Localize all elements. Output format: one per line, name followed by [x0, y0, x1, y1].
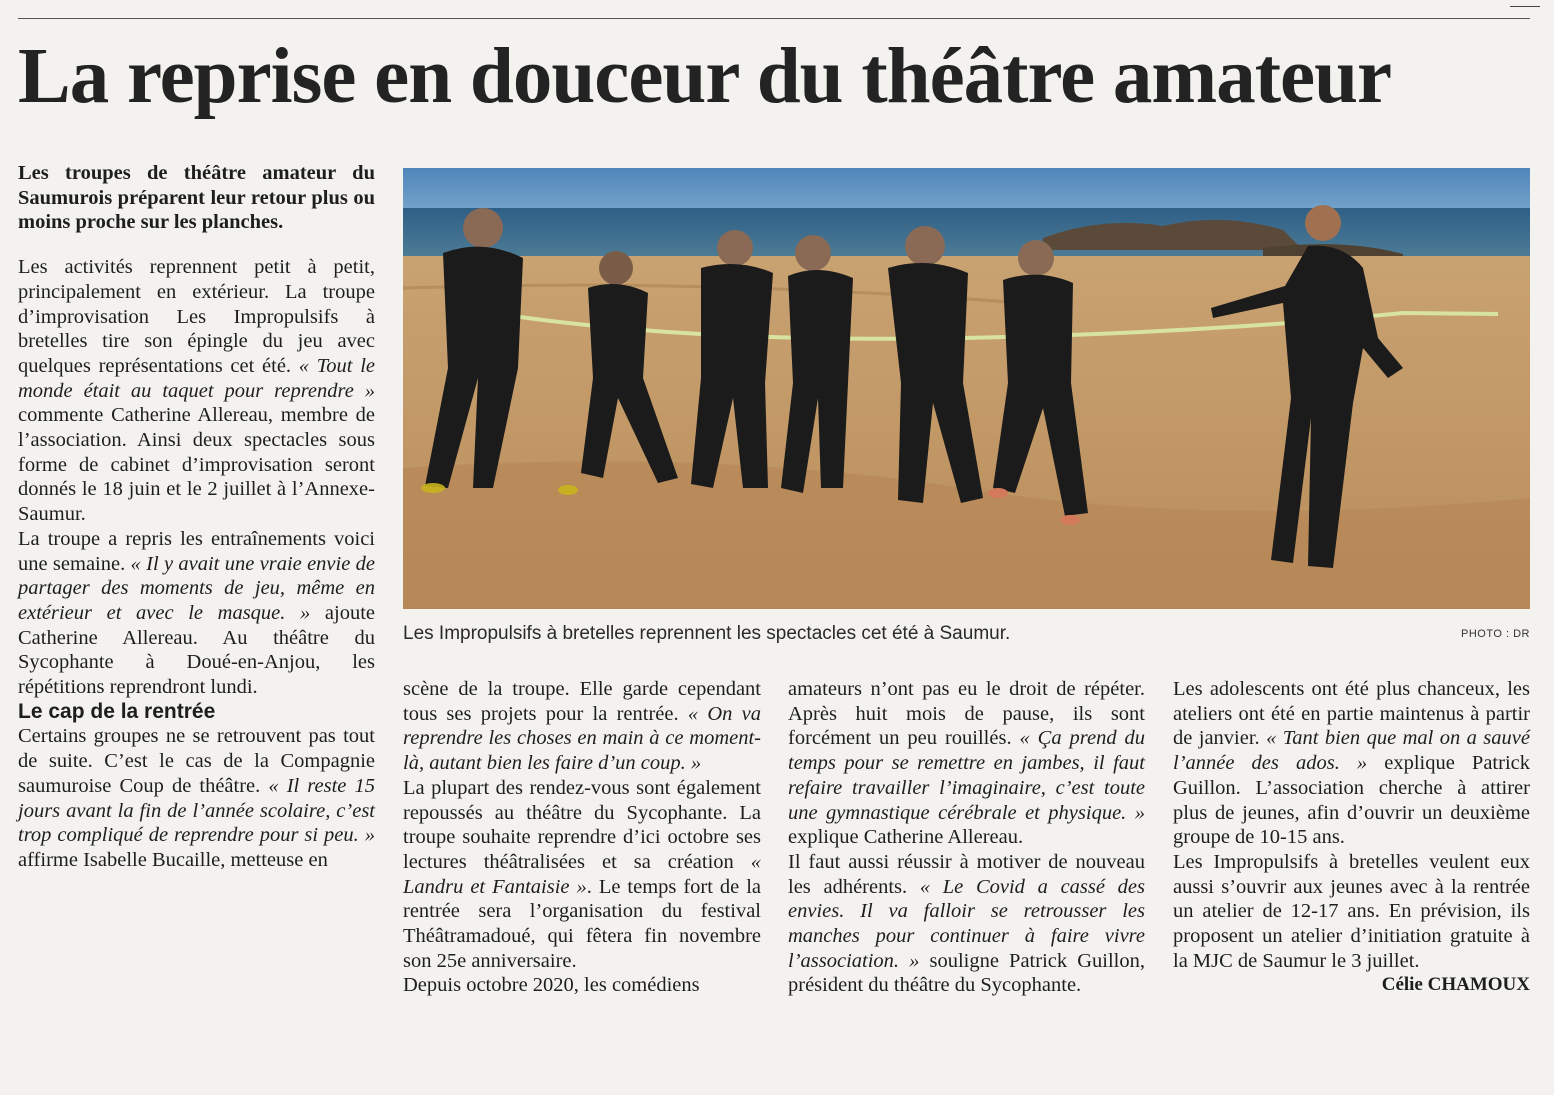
author-signature: Célie CHAMOUX	[1381, 974, 1530, 996]
paragraph: La troupe a repris les entraînements voici une semaine. « Il y avait une vraie envie de partager des moments de jeu, même en extérieur et avec le masque. » ajoute Catherine Allereau. Au théâtre du Sycophante à Doué-en-Anjou, les répétitions reprendront lundi.	[18, 527, 375, 699]
paragraph: Les adolescents ont été plus chanceux, les ateliers ont été en partie maintenus à partir de janvier. « Tant bien que mal on a sauvé l’année des ados. » explique Patrick Guillon. L’association cherche à attirer plus de jeunes, afin d’ouvrir un deuxième groupe de 10-15 ans.	[1173, 678, 1531, 849]
paragraph: amateurs n’ont pas eu le droit de répéter. Après huit mois de pause, ils sont forcément un peu rouillés. « Ça prend du temps pour se remettre en jambes, il faut refaire travailler l’imaginaire, c’est toute une gymnastique cérébrale et physique. » explique Catherine Allereau.	[788, 678, 1145, 849]
top-rule	[18, 18, 1530, 19]
column-3	[788, 677, 1145, 998]
paragraph: Les activités reprennent petit à petit, principalement en extérieur. La troupe d’improvisation Les Impropulsifs à bretelles tire son épingle du jeu avec quelques représentations cet été. « Tout le monde était au taquet pour reprendre » commente Catherine Allereau, membre de l’association. Ainsi deux spectacles sous forme de cabinet d’improvisation seront donnés le 18 juin et le 2 juillet à l’Annexe-Saumur.	[18, 256, 375, 526]
paragraph: Depuis octobre 2020, les comédiens	[403, 974, 700, 997]
chapo: Les troupes de théâtre amateur du Saumurois préparent leur retour plus ou moins proche sur les planches.	[18, 162, 375, 234]
column-1	[18, 161, 375, 873]
headline: La reprise en douceur du théâtre amateur	[18, 33, 1392, 120]
paragraph: Il faut aussi réussir à motiver de nouveau les adhérents. « Le Covid a cassé des envies. Il va falloir se retrousser les manches pour continuer à faire vivre l’association. » souligne Patrick Guillon, président du théâtre du Sycophante.	[788, 850, 1145, 997]
paragraph: scène de la troupe. Elle garde cependant tous ses projets pour la rentrée. « On va reprendre les choses en main à ce moment-là, autant bien les faire d’un coup. »	[403, 678, 761, 775]
paragraph: La plupart des rendez-vous sont également repoussés au théâtre du Sycophante. La troupe souhaite reprendre d’ici octobre ses lectures théâtralisées et sa création « Landru et Fantaisie ». Le temps fort de la rentrée sera l’organisation du festival Théâtramadoué, qui fêtera fin novembre son 25e anniversaire.	[403, 776, 762, 972]
photo-credit: PHOTO : DR	[1461, 628, 1530, 640]
subhead: Le cap de la rentrée	[18, 699, 216, 723]
article-photo	[403, 168, 1530, 609]
paragraph: Les Impropulsifs à bretelles veulent eux aussi s’ouvrir aux jeunes avec à la rentrée un atelier de 12-17 ans. En prévision, ils proposent un atelier d’initiation gratuite à la MJC de Saumur le 3 juillet.	[1173, 850, 1530, 972]
photo-caption: Les Impropulsifs à bretelles reprennent les spectacles cet été à Saumur.	[403, 623, 1011, 644]
paragraph: Certains groupes ne se retrouvent pas tout de suite. C’est le cas de la Compagnie saumuroise Coup de théâtre. « Il reste 15 jours avant la fin de l’année scolaire, c’est trop compliqué de reprendre pour si peu. » affirme Isabelle Bucaille, metteuse en	[18, 725, 375, 871]
column-2	[403, 677, 761, 998]
column-4	[1173, 677, 1530, 998]
top-rule-mark	[1510, 6, 1540, 7]
